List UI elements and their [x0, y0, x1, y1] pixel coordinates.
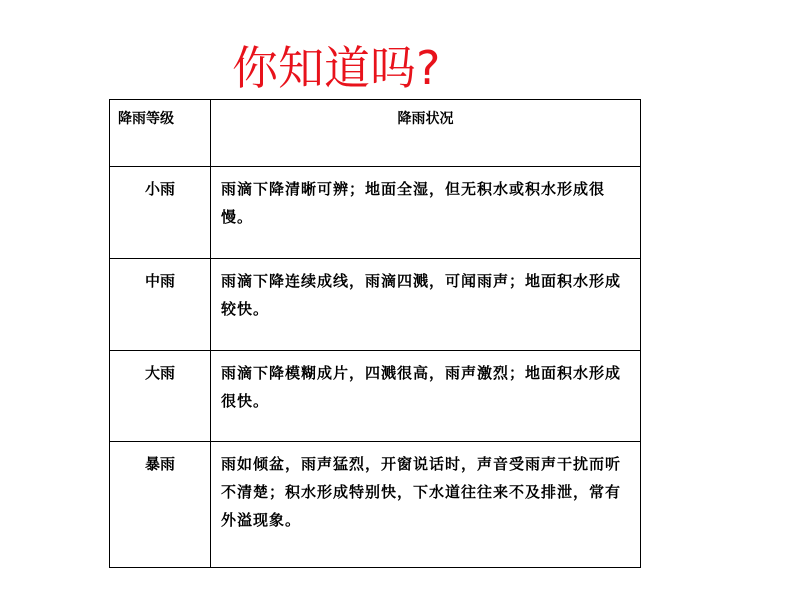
rainfall-level-table	[109, 99, 641, 568]
rain-level-cell: 大雨	[110, 351, 211, 442]
page-title: 你知道吗?	[232, 41, 441, 95]
rain-description-cell: 雨如倾盆，雨声猛烈，开窗说话时，声音受雨声干扰而听不清楚；积水形成特别快，下水道往往来不及排泄，常有外溢现象。	[211, 442, 641, 568]
rain-level-cell: 暴雨	[110, 442, 211, 568]
header-rain-description: 降雨状况	[211, 100, 641, 167]
rain-level-cell: 中雨	[110, 259, 211, 351]
table-row	[110, 167, 641, 259]
table-row	[110, 442, 641, 568]
rain-description-cell: 雨滴下降模糊成片，四溅很高，雨声激烈；地面积水形成很快。	[211, 351, 641, 442]
rain-level-cell: 小雨	[110, 167, 211, 259]
table-row	[110, 259, 641, 351]
rain-description-cell: 雨滴下降清晰可辨；地面全湿，但无积水或积水形成很慢。	[211, 167, 641, 259]
table-row	[110, 351, 641, 442]
table-header-row	[110, 100, 641, 167]
header-rain-level: 降雨等级	[110, 100, 211, 167]
rain-description-cell: 雨滴下降连续成线，雨滴四溅，可闻雨声；地面积水形成较快。	[211, 259, 641, 351]
